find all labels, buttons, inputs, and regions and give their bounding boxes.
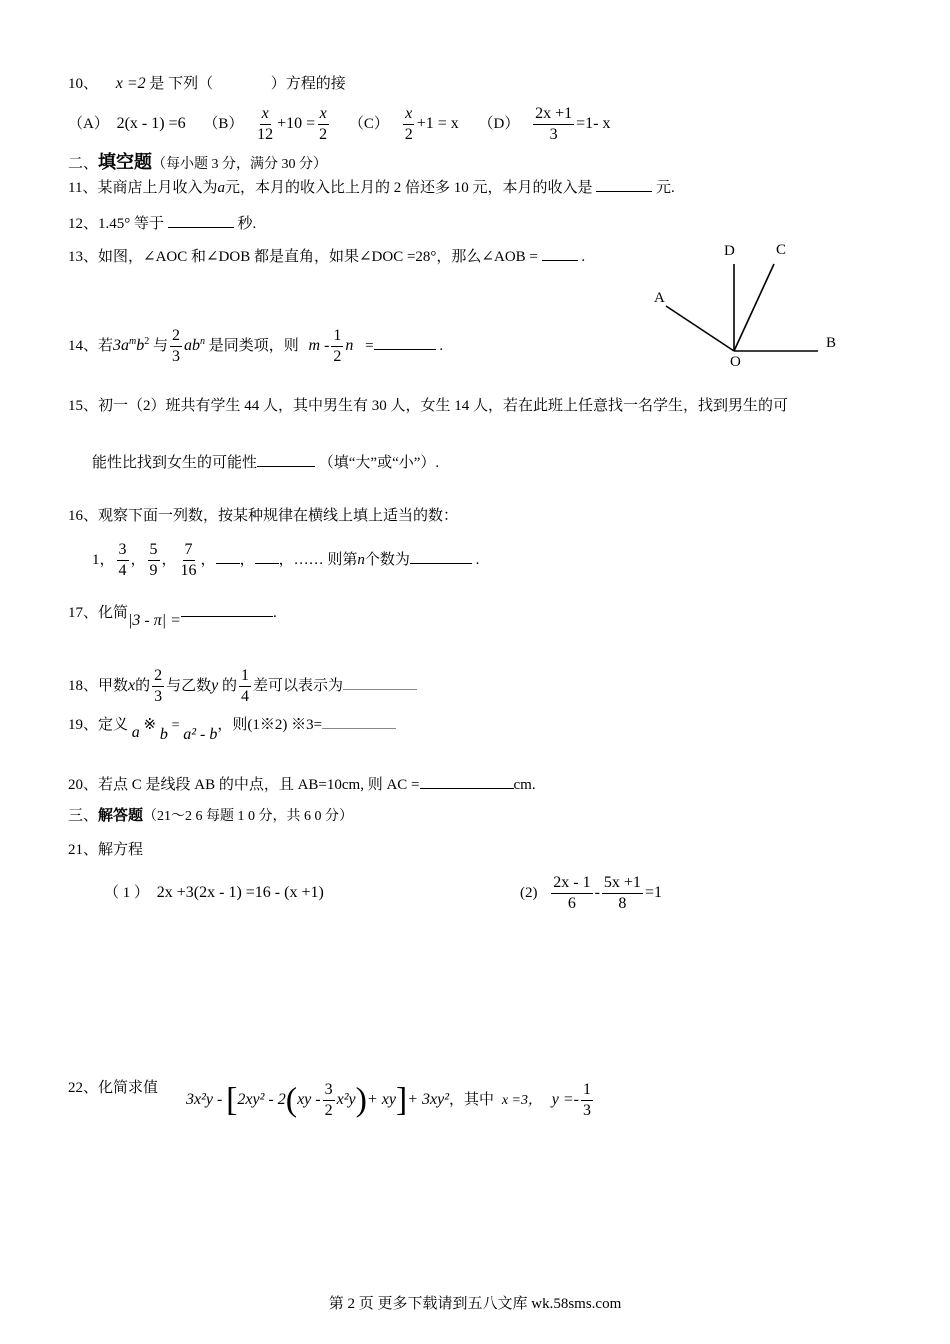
q14-number: 14、若 — [68, 337, 114, 354]
q20-t2: cm. — [513, 777, 536, 793]
q17-line — [68, 602, 277, 629]
q10-options — [68, 104, 610, 145]
section-2-number: 二、 — [68, 156, 99, 172]
ray-oa — [666, 306, 734, 351]
q18-y: y — [211, 676, 219, 694]
q17-blank[interactable] — [181, 602, 273, 617]
q10-option-b-label: （B） — [203, 115, 244, 132]
label-o: O — [730, 354, 741, 370]
q16-end: . — [475, 551, 480, 568]
q14-expr-m: m - — [308, 336, 330, 354]
q10-text1: 是 下列（ — [149, 76, 214, 92]
q22-e2: 2xy² - 2 — [237, 1090, 286, 1108]
label-d: D — [724, 243, 735, 259]
section-3-header — [68, 806, 353, 827]
section-3-number: 三、 — [68, 808, 99, 824]
ray-oc — [734, 264, 774, 351]
q11-var: a — [217, 180, 225, 196]
q14-frac2: $\frac{1}{2}$ — [333, 327, 342, 365]
q14-line — [68, 326, 443, 367]
q15-line1: 15、初一（2）班共有学生 44 人，其中男生有 30 人，女生 14 人，若在此班上任意找一名学生，找到男生的可 — [68, 398, 789, 414]
q14-b: b — [136, 336, 145, 354]
q18-t5: 差可以表示为 — [253, 677, 344, 694]
q14-sup-n: n — [200, 335, 206, 347]
q18-t1: 18、甲数 — [68, 677, 129, 694]
q22-e5: + xy — [366, 1090, 396, 1108]
q11-text3: 元. — [655, 180, 675, 196]
q14-sup-m: m — [129, 335, 137, 347]
q22-xval: x =3， — [501, 1092, 542, 1108]
section-2-header — [68, 152, 327, 175]
label-c: C — [776, 242, 787, 258]
q16-dots: …… — [293, 551, 324, 568]
q13-line — [68, 246, 585, 267]
q16-frac-1: $\frac{3}{4}$ — [118, 541, 127, 579]
q10-option-c-label: （C） — [348, 115, 389, 132]
q21-p2-eq: =1 — [644, 883, 662, 901]
q10-number: 10、 — [68, 76, 99, 92]
q20-blank[interactable] — [420, 774, 514, 789]
q20-t1: 20、若点 C 是线段 AB 的中点，且 AB=10cm, 则 AC = — [68, 777, 420, 793]
q10-option-b-frac: $\frac{x}{12}$ — [257, 105, 274, 143]
q10-text2: ）方程的接 — [270, 76, 346, 92]
q22-expression — [186, 1080, 595, 1121]
q19-blank[interactable] — [322, 714, 396, 729]
q10-option-c-frac: $\frac{x}{2}$ — [404, 105, 413, 143]
q16-tail: 个数为 — [364, 551, 410, 568]
q16-frac-3: $\frac{7}{16}$ — [180, 541, 197, 579]
q16-comma: ， — [200, 551, 216, 568]
q12-line — [68, 213, 256, 234]
q16-n: n — [357, 551, 365, 568]
q13-text1: 13、如图，∠AOC 和∠DOB 都是直角，如果∠DOC =28°，那么∠AOB = — [68, 249, 538, 265]
q18-frac-2: $\frac{1}{4}$ — [241, 667, 250, 705]
q21-part1 — [104, 883, 324, 903]
q22-left-bracket: [ — [226, 1081, 238, 1119]
q14-sup-2: 2 — [144, 335, 150, 347]
q14-end: . — [439, 337, 444, 354]
q10-option-d-frac: $\frac{2x +1}{3}$ — [535, 105, 573, 143]
q14-eq: = — [365, 337, 374, 354]
q15-line2 — [92, 452, 439, 473]
q10-option-d-rest: =1- x — [576, 114, 611, 132]
q22-t1: ，其中 — [449, 1091, 495, 1108]
q21-p2-frac-1: $\frac{2x - 1}{6}$ — [553, 874, 591, 912]
q10-option-a-label: （A） — [68, 115, 109, 132]
q17-end: . — [272, 605, 277, 621]
q21-p1-equation: 2x +3(2x - 1) =16 - (x +1) — [156, 884, 324, 901]
q10-option-b-rest: +10 = — [277, 114, 316, 132]
q21-part2 — [520, 873, 662, 914]
q21-title: 21、解方程 — [68, 842, 144, 858]
q16-line1: 16、观察下面一列数，按某种规律在横线上填上适当的数： — [68, 508, 459, 524]
q10-option-b-frac2: $\frac{x}{2}$ — [319, 105, 328, 143]
q11-text2: 元，本月的收入比上月的 2 倍还多 10 元，本月的收入是 — [224, 180, 593, 196]
q18-frac-1: $\frac{2}{3}$ — [154, 667, 163, 705]
q22-y: y =- — [551, 1090, 579, 1108]
q14-frac: $\frac{2}{3}$ — [172, 327, 181, 365]
q19-t2: ，则(1※2) ※3= — [217, 717, 323, 733]
q12-blank[interactable] — [168, 213, 234, 228]
q22-e4: x²y — [336, 1090, 356, 1108]
q22-e3: xy - — [297, 1090, 321, 1108]
q21-p2-frac-2: $\frac{5x +1}{8}$ — [603, 874, 641, 912]
q16-blank-2[interactable] — [255, 549, 279, 564]
q14-term2: ab — [184, 336, 201, 354]
q14-blank[interactable] — [374, 335, 436, 350]
section-3-note: （21～2 6 每题 1 0 分，共 6 0 分） — [143, 809, 354, 824]
q16-frac-2: $\frac{5}{9}$ — [149, 541, 158, 579]
q16-first: 1， — [92, 551, 115, 568]
q12-text2: 秒. — [237, 216, 257, 232]
q21-p2-label: (2) — [520, 884, 538, 901]
q10-option-a: 2(x - 1) =6 — [116, 114, 186, 132]
q18-x: x — [128, 676, 136, 694]
q19-t1: 19、定义 — [68, 717, 129, 733]
q21-p2-minus: - — [594, 883, 600, 901]
q19-line — [68, 714, 396, 743]
label-a: A — [654, 290, 665, 306]
q19-op: ※ — [143, 717, 157, 733]
q15-text-a: 能性比找到女生的可能性 — [92, 455, 258, 471]
q16-comma: ， — [161, 551, 177, 568]
q10-option-c-rest: +1 = x — [416, 114, 459, 132]
q19-eq: = — [171, 718, 180, 733]
q22-right-bracket: ] — [395, 1081, 408, 1119]
q14-text: 是同类项，则 — [208, 337, 299, 354]
section-2-note: （每小题 3 分，满分 30 分） — [152, 157, 328, 172]
q16-line2 — [92, 540, 479, 581]
q13-text2: . — [581, 249, 586, 265]
q19-b: b — [159, 726, 168, 743]
q14-expr-n: n — [345, 336, 354, 354]
q16-comma: ， — [239, 551, 255, 568]
q22-left-paren: ( — [285, 1081, 298, 1119]
q18-t3: 与乙数 — [166, 677, 212, 694]
section-2-title: 填空题 — [98, 152, 153, 172]
q21-p1-label: （ 1 ） — [104, 885, 150, 901]
q13-blank[interactable] — [542, 246, 578, 261]
q14-with: 与 — [153, 337, 169, 354]
section-3-title: 解答题 — [98, 808, 144, 824]
label-b: B — [826, 335, 837, 351]
q11-blank[interactable] — [596, 177, 652, 192]
q18-blank[interactable] — [343, 675, 417, 690]
page-footer: 第 2 页 更多下载请到五八文库 wk.58sms.com — [328, 1296, 622, 1312]
q22-y-frac: $\frac{1}{3}$ — [582, 1081, 591, 1119]
q16-then: 则第 — [327, 551, 358, 568]
q15-text-b: （填“大”或“小”）. — [318, 455, 440, 471]
q18-t2: 的 — [135, 677, 151, 694]
q19-a: a — [131, 724, 140, 741]
q15-blank[interactable] — [257, 452, 315, 467]
q17-expr: |3 - π| = — [128, 612, 181, 629]
q22-e6: + 3xy² — [407, 1090, 450, 1108]
q10-line — [68, 74, 346, 94]
q17-text: 17、化简 — [68, 605, 129, 621]
q16-comma: ， — [130, 551, 146, 568]
q19-rhs: a² - b — [183, 726, 218, 743]
q14-term1: 3a — [113, 336, 130, 354]
q22-e1: 3x²y - — [186, 1090, 223, 1108]
q11-line — [68, 177, 675, 198]
q18-t4: 的 — [222, 677, 238, 694]
q18-line — [68, 666, 417, 707]
q10-option-d-label: （D） — [478, 115, 520, 132]
q22-right-paren: ) — [355, 1081, 367, 1119]
q11-text1: 11、某商店上月收入为 — [68, 180, 218, 196]
q10-equation: x =2 — [115, 75, 146, 92]
q22-frac: $\frac{3}{2}$ — [324, 1081, 333, 1119]
q16-blank-3[interactable] — [410, 549, 472, 564]
q20-line — [68, 774, 536, 795]
q12-text1: 12、1.45° 等于 — [68, 216, 164, 232]
angle-figure — [640, 236, 860, 376]
q22-title: 22、化简求值 — [68, 1080, 159, 1096]
q16-comma: ， — [278, 551, 294, 568]
q16-blank-1[interactable] — [216, 549, 240, 564]
